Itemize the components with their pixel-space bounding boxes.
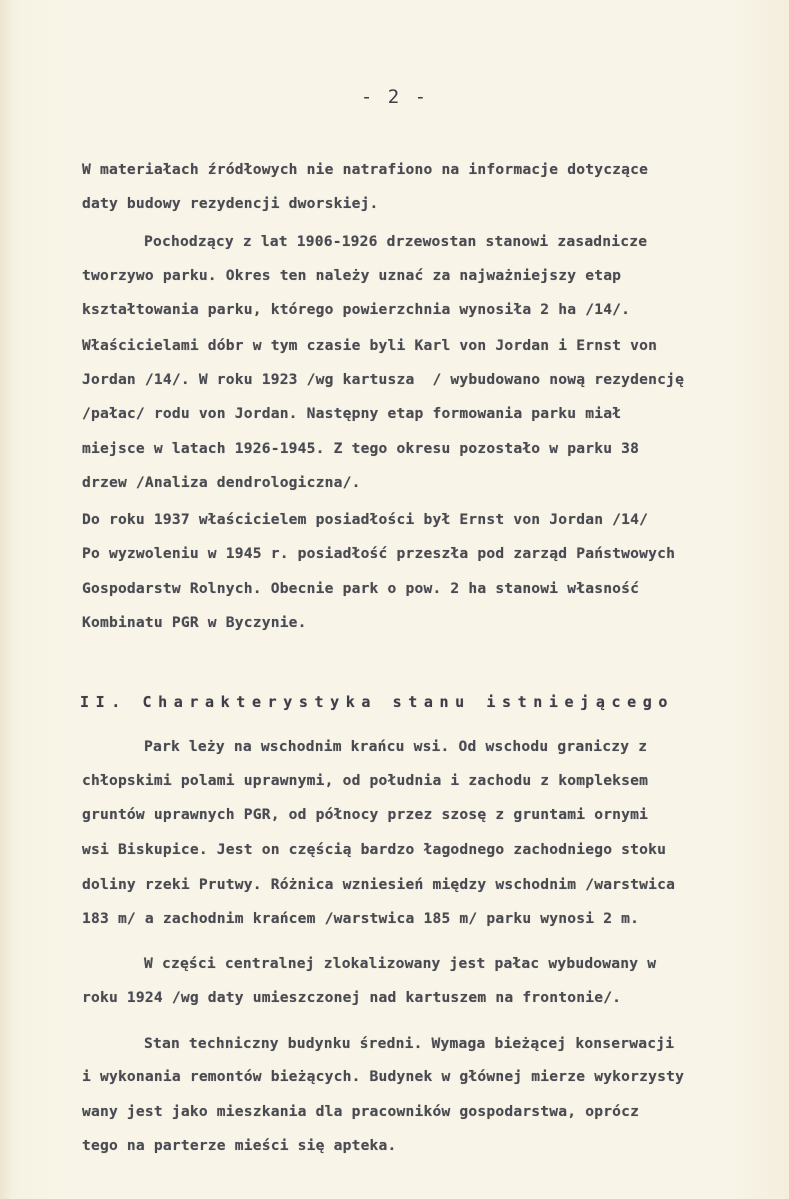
text-line: Park leży na wschodnim krańcu wsi. Od wschodu graniczy z	[144, 738, 648, 755]
text-line: W materiałach źródłowych nie natrafiono na informacje dotyczące	[82, 161, 649, 178]
text-line: tego na parterze mieści się apteka.	[82, 1137, 397, 1154]
text-line: i wykonania remontów bieżących. Budynek w głównej mierze wykorzysty	[82, 1068, 685, 1085]
text-line: daty budowy rezydencji dworskiej.	[82, 195, 379, 212]
text-line: wany jest jako mieszkania dla pracowników gospodarstwa, oprócz	[82, 1103, 640, 1120]
text-line: Właścicielami dóbr w tym czasie byli Karl von Jordan i Ernst von	[82, 337, 658, 354]
text-line: drzew /Analiza dendrologiczna/.	[82, 474, 361, 491]
text-line: Gospodarstw Rolnych. Obecnie park o pow. 2 ha stanowi własność	[82, 580, 640, 597]
text-line: doliny rzeki Prutwy. Różnica wzniesień między wschodnim /warstwica	[82, 876, 676, 893]
text-line: chłopskimi polami uprawnymi, od południa i zachodu z kompleksem	[82, 772, 649, 789]
text-line: /pałac/ rodu von Jordan. Następny etap formowania parku miał	[82, 405, 622, 422]
text-line: gruntów uprawnych PGR, od północy przez szosę z gruntami ornymi	[82, 806, 649, 823]
text-line: Stan techniczny budynku średni. Wymaga bieżącej konserwacji	[144, 1035, 675, 1052]
text-line: miejsce w latach 1926-1945. Z tego okresu pozostało w parku 38	[82, 440, 640, 457]
text-line: Pochodzący z lat 1906-1926 drzewostan stanowi zasadnicze	[144, 233, 648, 250]
text-line: Jordan /14/. W roku 1923 /wg kartusza / wybudowano nową rezydencję	[82, 371, 685, 388]
text-line: kształtowania parku, którego powierzchnia wynosiła 2 ha /14/.	[82, 301, 631, 318]
text-line: tworzywo parku. Okres ten należy uznać za najważniejszy etap	[82, 267, 622, 284]
text-line: Do roku 1937 właścicielem posiadłości był Ernst von Jordan /14/	[82, 511, 649, 528]
page-number: - 2 -	[360, 86, 429, 108]
text-line: roku 1924 /wg daty umieszczonej nad kartuszem na frontonie/.	[82, 989, 622, 1006]
text-line: Kombinatu PGR w Byczynie.	[82, 614, 307, 631]
text-line: W części centralnej zlokalizowany jest pałac wybudowany w	[144, 955, 657, 972]
text-line: wsi Biskupice. Jest on częścią bardzo łagodnego zachodniego stoku	[82, 841, 667, 858]
text-line: 183 m/ a zachodnim krańcem /warstwica 185 m/ parku wynosi 2 m.	[82, 910, 640, 927]
section-heading: II. Charakterystyka stanu istniejącego	[80, 693, 674, 711]
text-line: Po wyzwoleniu w 1945 r. posiadłość przeszła pod zarząd Państwowych	[82, 545, 676, 562]
